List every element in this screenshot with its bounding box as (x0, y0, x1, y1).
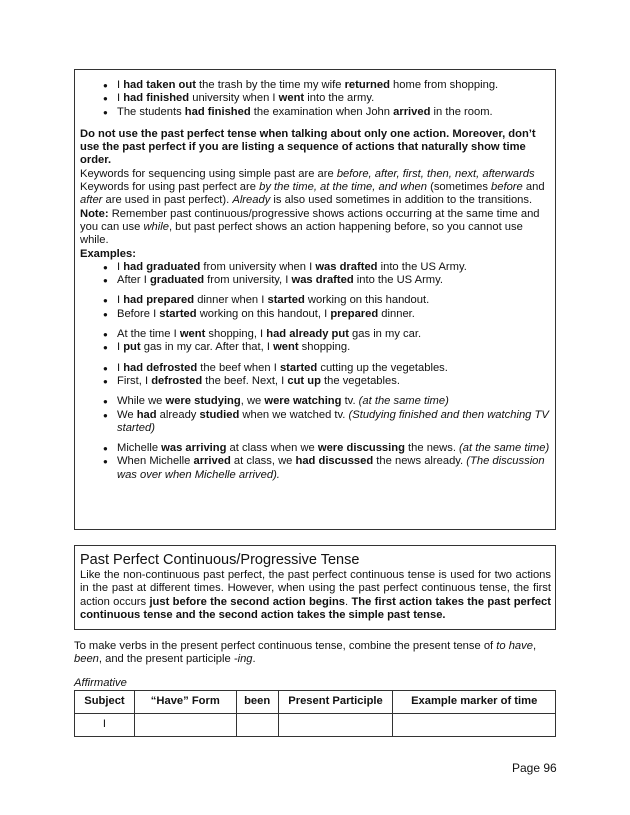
note-paragraph: Note: Remember past continuous/progressive shows actions occurring at the same time and you can use while, but past perfect shows an action happening before, so you cannot use while. (80, 207, 540, 247)
examples-heading: Examples: (80, 247, 136, 260)
list-item: ● We had already studied when we watched tv. (Studying finished and then watching TV started) (80, 409, 551, 436)
list-item: ● First, I defrosted the beef. Next, I cut up the vegetables. (80, 375, 551, 388)
header-have-form: “Have” Form (134, 691, 236, 714)
list-item: ● I had prepared dinner when I started working on this handout. (80, 294, 551, 307)
affirmative-label: Affirmative (74, 677, 127, 689)
list-item: ● Before I started working on this handout, I prepared dinner. (80, 308, 551, 321)
table-row (75, 714, 556, 737)
list-item: ● While we were studying, we were watching tv. (at the same time) (80, 395, 551, 408)
header-present-participle: Present Participle (278, 691, 393, 714)
affirmative-table (74, 690, 556, 737)
cell-present-participle (278, 714, 393, 737)
section-title: Past Perfect Continuous/Progressive Tense (80, 552, 360, 568)
cell-been (236, 714, 278, 737)
formation-paragraph: To make verbs in the present perfect continuous tense, combine the present tense of to have, been, and the present participle -ing. (74, 640, 537, 666)
section-paragraph: Like the non-continuous past perfect, the past perfect continuous tense is used for two actions in the past at different times. However, when using the past perfect continuous tense, the first action occurs just before the second action begins. The first action takes the past perfect continuous tense and the second action takes the simple past tense. (80, 569, 551, 621)
past-perfect-notes-box (74, 69, 556, 530)
cell-subject: I (75, 714, 135, 737)
list-item: ● At the time I went shopping, I had already put gas in my car. (80, 328, 551, 341)
list-item: ● After I graduated from university, I was drafted into the US Army. (80, 274, 551, 287)
warning-paragraph: Do not use the past perfect tense when talking about only one action. Moreover, don’t use the past perfect if you are listing a sequence of actions that naturally show time order. (80, 127, 536, 167)
header-subject: Subject (75, 691, 135, 714)
list-item: ● I put gas in my car. After that, I went shopping. (80, 341, 551, 354)
list-item: ● The students had finished the examination when John arrived in the room. (80, 106, 551, 119)
table-header-row (75, 691, 556, 714)
past-perfect-continuous-box (74, 545, 556, 630)
cell-time-marker (393, 714, 556, 737)
list-item: ● I had graduated from university when I was drafted into the US Army. (80, 261, 551, 274)
list-item: ● I had finished university when I went into the army. (80, 92, 551, 105)
examples-list (80, 261, 551, 288)
list-item: ● Michelle was arriving at class when we were discussing the news. (at the same time) (80, 442, 551, 455)
header-been: been (236, 691, 278, 714)
simple-past-keywords: Keywords for sequencing using simple past are are before, after, first, then, next, afterwards (80, 167, 535, 180)
list-item: ● When Michelle arrived at class, we had discussed the news already. (The discussion was over when Michelle arrived). (80, 455, 551, 482)
page-number: Page 96 (512, 761, 557, 775)
header-time-marker: Example marker of time (393, 691, 556, 714)
cell-have-form (134, 714, 236, 737)
list-item: ● I had taken out the trash by the time my wife returned home from shopping. (80, 79, 551, 92)
past-perfect-keywords: Keywords for using past perfect are by the time, at the time, and when (sometimes before and after are used in past perfect). Already is also used sometimes in addition to the transitions. (80, 181, 545, 207)
intro-examples-list (80, 79, 551, 119)
list-item: ● I had defrosted the beef when I started cutting up the vegetables. (80, 362, 551, 375)
